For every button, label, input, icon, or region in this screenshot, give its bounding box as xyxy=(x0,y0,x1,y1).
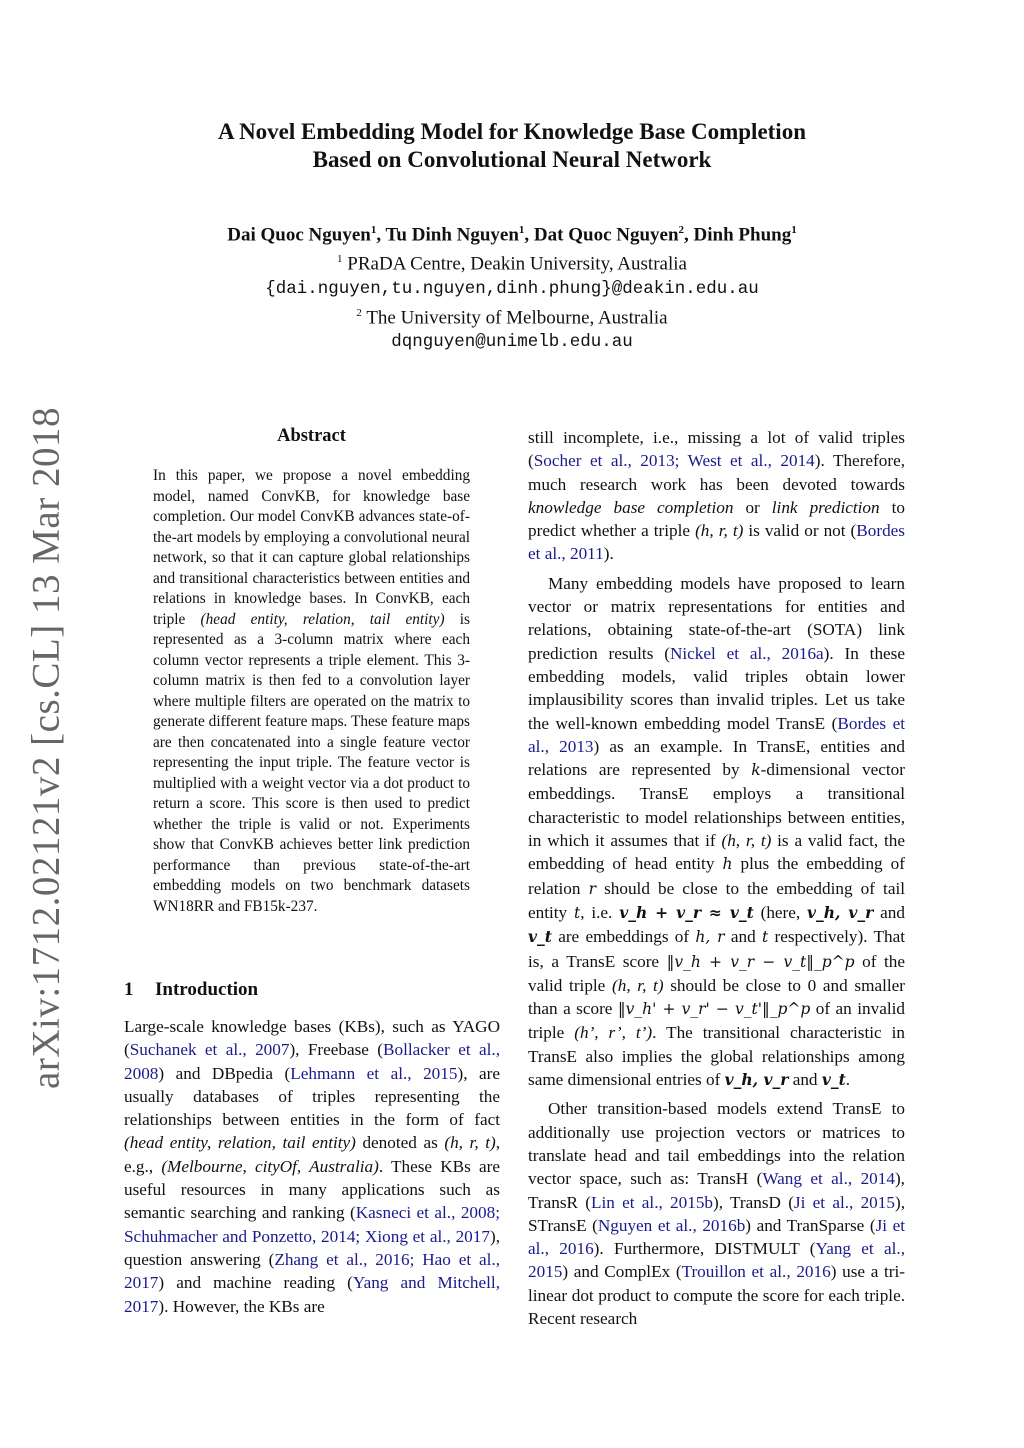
text: ). However, the KBs are xyxy=(158,1296,325,1316)
math-symbol: r xyxy=(588,879,596,898)
citation-link[interactable]: Ji et al., 2015 xyxy=(793,1192,895,1212)
text: or xyxy=(733,497,772,517)
author-4-affil: 1 xyxy=(791,224,797,236)
affiliation-1-marker: 1 xyxy=(337,253,343,266)
left-column xyxy=(124,1015,500,1324)
title-line-1: A Novel Embedding Model for Knowledge Base Completion xyxy=(217,119,806,144)
math-symbol: v_h, v_r xyxy=(807,902,874,922)
text: Other transition-based models extend TransE to additionally use projection vectors or matrices to translate head and tail embeddings into the relation vector space, such as: TransH ( xyxy=(528,1099,905,1189)
author-2: Tu Dinh Nguyen xyxy=(385,224,519,246)
abstract-italic: (head entity, relation, tail entity) xyxy=(200,610,445,628)
author-3: Dat Quoc Nguyen xyxy=(533,224,679,246)
citation-link[interactable]: Ji et al., 2016 xyxy=(528,1215,905,1259)
text: ), STransE ( xyxy=(528,1192,905,1235)
text: are embeddings of xyxy=(551,927,696,947)
math-symbol: h xyxy=(722,855,733,874)
italic-text: (h, r, t) xyxy=(721,831,772,851)
text: ) as an example. In TransE, entities and relations are represented by xyxy=(528,736,905,780)
author-1: Dai Quoc Nguyen xyxy=(227,224,371,246)
text: ) and DBpedia ( xyxy=(158,1063,291,1083)
text: Many embedding models have proposed to learn vector or matrix representations for entities and relations, obtaining state-of-the-art (SOTA) link prediction results ( xyxy=(528,573,905,663)
text: ). xyxy=(603,544,614,564)
text: of an invalid triple xyxy=(528,999,905,1043)
text: respectively). That is, a TransE score xyxy=(528,927,906,971)
citation-link[interactable]: Bordes et al., 2011 xyxy=(528,521,905,564)
math-symbol: v_t xyxy=(821,1070,846,1090)
author-block xyxy=(0,218,1024,354)
citation-link[interactable]: Nguyen et al., 2016b xyxy=(597,1215,746,1235)
text: . These KBs are useful resources in many applications such as semantic searching and ranking ( xyxy=(124,1156,500,1223)
citation-link[interactable]: Yang et al., 2015 xyxy=(528,1239,905,1282)
text: . xyxy=(845,1070,851,1090)
math-equation: ‖v_h' + v_r' − v_t'‖_p^p xyxy=(617,1000,811,1019)
math-symbol: k xyxy=(751,761,761,780)
arxiv-identifier: arXiv:1712.02121v2 [cs.CL] 13 Mar 2018 xyxy=(24,407,68,1089)
text: , e.g., xyxy=(124,1133,500,1176)
text: of the valid triple xyxy=(528,951,905,995)
text: , i.e. xyxy=(580,902,620,922)
text: should be close to 0 and smaller than a score xyxy=(528,975,906,1019)
abstract-body xyxy=(153,466,470,917)
author-2-affil: 1 xyxy=(518,224,525,236)
text: ) and TranSparse ( xyxy=(745,1215,876,1235)
intro-paragraph-1-continued xyxy=(528,426,905,566)
author-3-affil: 2 xyxy=(678,224,685,236)
text: (here, xyxy=(753,902,808,922)
text: ), TransR ( xyxy=(528,1169,905,1212)
citation-link[interactable]: Socher et al., 2013; West et al., 2014 xyxy=(533,451,815,471)
affiliation-2 xyxy=(0,301,1024,330)
citation-link[interactable]: Lin et al., 2015b xyxy=(590,1192,714,1212)
italic-text: (h, r, t) xyxy=(695,521,744,541)
abstract-text-2: is represented as a 3-column matrix where each column vector represents a triple element. This 3-column matrix is then fed to a convolution layer where multiple filters are operated on the matrix to generate different feature maps. These feature maps are then concatenated into a single feature vector representing the input triple. The feature vector is multiplied with a weight vector via a dot product to return a score. This score is then used to predict whether the triple is valid or not. Experiments show that ConvKB achieves better link prediction performance than previous state-of-the-art embedding models on two benchmark datasets WN18RR and FB15k-237. xyxy=(153,610,471,915)
italic-text: (head entity, relation, tail entity) xyxy=(124,1133,356,1153)
italic-text: (h’, r’, t’) xyxy=(574,1023,653,1043)
citation-link[interactable]: Trouillon et al., 2016 xyxy=(681,1262,831,1282)
text: should be close to the embedding of tail entity xyxy=(528,878,905,922)
title-line-2: Based on Convolutional Neural Network xyxy=(312,147,712,172)
section-title: Introduction xyxy=(155,979,259,1000)
text: ). In these embedding models, valid triples obtain lower implausibility scores than invalid triples. Let us take the well-known embedding model TransE ( xyxy=(528,643,905,733)
email-1[interactable]: {dai.nguyen,tu.nguyen,dinh.phung}@deakin.edu.au xyxy=(265,278,759,299)
abstract-heading: Abstract xyxy=(277,426,346,446)
citation-link[interactable]: Bordes et al., 2013 xyxy=(528,713,905,756)
text: ) use a tri-linear dot product to compute the score for each triple. Recent research xyxy=(528,1262,905,1328)
italic-text: link prediction xyxy=(771,497,880,517)
text: -dimensional vector embeddings. TransE employs a transitional characteristic to model relationships between entities, in which it assumes that if xyxy=(528,760,905,851)
citation-link[interactable]: Bollacker et al., 2008 xyxy=(124,1040,500,1083)
text: ) and ComplEx ( xyxy=(562,1262,682,1282)
email-2[interactable]: dqnguyen@unimelb.edu.au xyxy=(391,331,633,352)
text: plus the embedding of relation xyxy=(528,854,906,898)
affiliation-1-text: PRaDA Centre, Deakin University, Australia xyxy=(347,253,687,275)
intro-paragraph-3 xyxy=(528,1097,905,1330)
italic-text: (h, r, t) xyxy=(444,1133,496,1153)
section-number: 1 xyxy=(124,979,134,1000)
text: and xyxy=(873,902,905,922)
math-equation: ‖v_h + v_r − v_t‖_p^p xyxy=(666,952,855,971)
author-names: Dai Quoc Nguyen$^1$, Tu Dinh Nguyen$^1$, Dat Quoc Nguyen$^2$, Dinh Phung$^1$ xyxy=(227,224,797,246)
text: ), Freebase ( xyxy=(289,1040,384,1060)
intro-paragraph-2 xyxy=(528,572,905,1092)
citation-link[interactable]: Suchanek et al., 2007 xyxy=(129,1040,290,1060)
text: ). Therefore, much research work has been devoted towards xyxy=(528,451,906,494)
citation-link[interactable]: Yang and Mitchell, 2017 xyxy=(124,1273,500,1316)
text: to predict whether a triple xyxy=(528,497,905,541)
intro-paragraph-1 xyxy=(124,1015,500,1318)
section-heading-introduction xyxy=(124,979,258,1001)
italic-text: (h, r, t) xyxy=(612,975,664,995)
affiliation-1 xyxy=(0,247,1024,276)
math-symbol: h, r xyxy=(695,928,725,947)
author-4: Dinh Phung xyxy=(693,224,792,246)
citation-link[interactable]: Zhang et al., 2016; Hao et al., 2017 xyxy=(124,1249,500,1293)
text: ), question answering ( xyxy=(124,1226,500,1269)
math-symbol: t xyxy=(573,903,581,922)
text: ), are usually databases of triples representing the relationships between entities in the form of fact xyxy=(124,1063,500,1130)
text: denoted as xyxy=(355,1133,445,1153)
abstract-text-1: In this paper, we propose a novel embedding model, named ConvKB, for knowledge base completion. Our model ConvKB advances state-of-the-art models by employing a convolutional neural network, so that it can capture global relationships and transitional characteristics between entities and relations in knowledge bases. In ConvKB, each triple xyxy=(153,467,470,628)
right-column xyxy=(528,426,905,1336)
citation-link[interactable]: Nickel et al., 2016a xyxy=(669,643,824,663)
math-equation: v_h + v_r ≈ v_t xyxy=(619,902,754,922)
citation-link[interactable]: Wang et al., 2014 xyxy=(762,1169,895,1189)
text: ), TransD ( xyxy=(713,1192,794,1212)
text: and xyxy=(724,927,762,947)
text: ) and machine reading ( xyxy=(158,1273,353,1293)
citation-link[interactable]: Kasneci et al., 2008; Schuhmacher and Ponzetto, 2014; Xiong et al., 2017 xyxy=(124,1203,500,1246)
text: . The transitional characteristic in TransE also implies the global relationships among same dimensional entries of xyxy=(528,1023,905,1090)
text: Large-scale knowledge bases (KBs), such as YAGO ( xyxy=(124,1017,500,1060)
text: is valid or not ( xyxy=(743,521,857,541)
italic-text: (Melbourne, cityOf, Australia) xyxy=(161,1156,379,1176)
text: and xyxy=(788,1070,822,1090)
text: still incomplete, i.e., missing a lot of valid triples ( xyxy=(528,428,905,471)
math-symbol: t xyxy=(761,928,769,947)
text: ). Furthermore, DISTMULT ( xyxy=(593,1239,816,1259)
paper-title xyxy=(0,118,1024,174)
math-symbol: v_t xyxy=(528,927,552,947)
math-symbol: v_h, v_r xyxy=(724,1070,789,1090)
text: is a valid fact, the embedding of head entity xyxy=(528,831,905,874)
italic-text: knowledge base completion xyxy=(528,497,734,517)
affiliation-2-marker: 2 xyxy=(356,306,362,319)
affiliation-2-text: The University of Melbourne, Australia xyxy=(366,306,668,328)
citation-link[interactable]: Lehmann et al., 2015 xyxy=(290,1063,458,1083)
author-1-affil: 1 xyxy=(370,224,377,236)
